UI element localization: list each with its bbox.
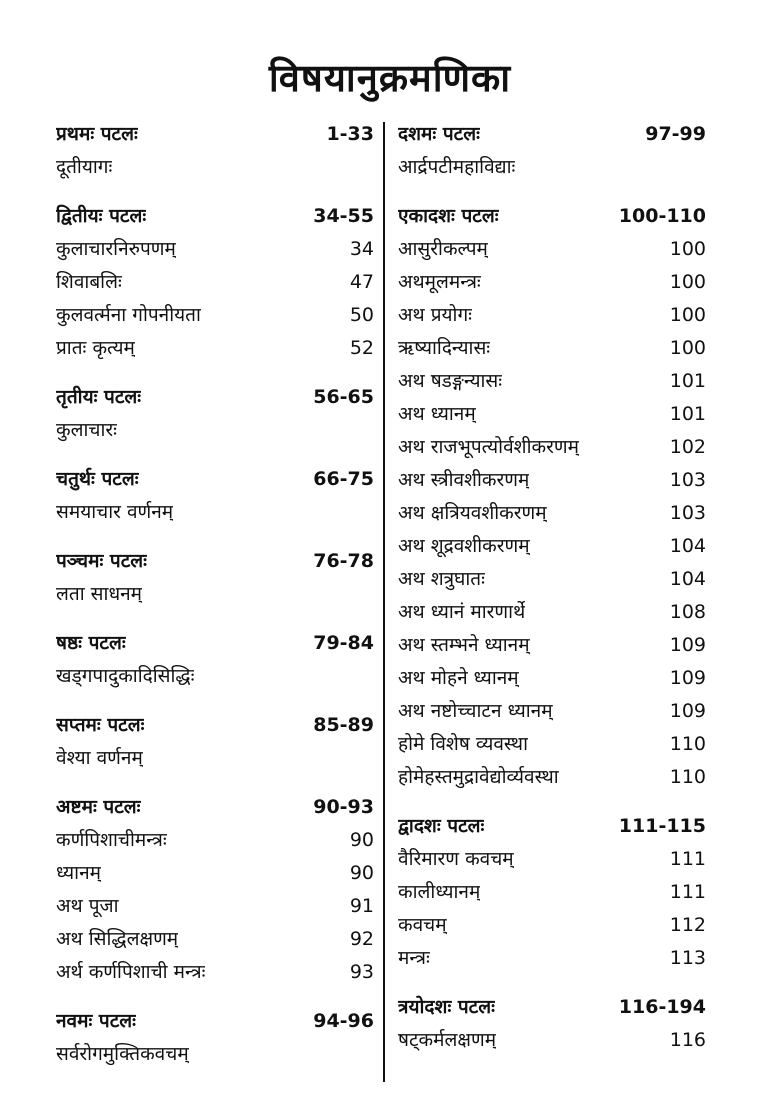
entry-page: 47 xyxy=(349,271,374,293)
section-heading-row xyxy=(56,545,374,578)
entry-label: अथ स्त्रीवशीकरणम् xyxy=(398,469,530,491)
toc-entry xyxy=(56,332,374,365)
entry-page: 109 xyxy=(669,634,706,656)
toc-entry xyxy=(56,742,374,775)
entry-page: 34 xyxy=(349,238,374,260)
entry-page: 104 xyxy=(669,568,706,590)
section-heading-row xyxy=(56,463,374,496)
section-heading-row xyxy=(56,1005,374,1038)
entry-page: 90 xyxy=(349,829,374,851)
entry-label: लता साधनम् xyxy=(56,583,143,605)
section-heading: तृतीयः पटलः xyxy=(56,386,142,408)
entry-label: अथ पूजा xyxy=(56,895,119,917)
section-heading-row xyxy=(56,627,374,660)
entry-label: कर्णपिशाचीमन्त्रः xyxy=(56,829,167,851)
toc-entry xyxy=(398,398,706,431)
section-heading: द्वितीयः पटलः xyxy=(56,205,147,227)
entry-page: 52 xyxy=(349,337,374,359)
toc-entry xyxy=(398,728,706,761)
section-page-range: 34-55 xyxy=(313,205,374,227)
toc-entry xyxy=(398,530,706,563)
entry-page: 111 xyxy=(669,881,706,903)
toc-entry xyxy=(56,857,374,890)
entry-label: होमे विशेष व्यवस्था xyxy=(398,733,528,755)
entry-label: समयाचार वर्णनम् xyxy=(56,501,174,523)
section-heading-row xyxy=(56,791,374,824)
toc-entry xyxy=(56,824,374,857)
toc-entry xyxy=(398,464,706,497)
entry-label: अथ क्षत्रियवशीकरणम् xyxy=(398,502,547,524)
entry-label: कुलवर्त्मना गोपनीयता xyxy=(56,304,201,326)
entry-label: कुलाचारनिरुपणम् xyxy=(56,238,176,260)
entry-page: 100 xyxy=(669,304,706,326)
entry-label: अथ राजभूपत्योर्वशीकरणम् xyxy=(398,436,579,458)
toc-section xyxy=(56,463,374,529)
entry-label: अथ स्तम्भने ध्यानम् xyxy=(398,634,530,656)
section-page-range: 100-110 xyxy=(618,205,706,227)
entry-page: 90 xyxy=(349,862,374,884)
entry-page: 101 xyxy=(669,403,706,425)
section-page-range: 56-65 xyxy=(313,386,374,408)
section-heading: पञ्चमः पटलः xyxy=(56,550,148,572)
section-page-range: 94-96 xyxy=(313,1010,374,1032)
toc-section xyxy=(56,1005,374,1071)
entry-label: वेश्या वर्णनम् xyxy=(56,747,143,769)
entry-label: अथ शत्रुघातः xyxy=(398,568,485,590)
section-heading: सप्तमः पटलः xyxy=(56,714,145,736)
entry-page: 108 xyxy=(669,601,706,623)
toc-entry xyxy=(398,233,706,266)
toc-entry xyxy=(398,596,706,629)
entry-label: षट्कर्मलक्षणम् xyxy=(398,1029,497,1051)
toc-section xyxy=(398,200,706,794)
entry-page: 103 xyxy=(669,469,706,491)
section-heading-row xyxy=(398,118,706,151)
toc-section xyxy=(56,381,374,447)
toc-entry xyxy=(398,876,706,909)
section-heading-row xyxy=(56,118,374,151)
entry-label: शिवाबलिः xyxy=(56,271,122,293)
entry-page: 113 xyxy=(669,947,706,969)
entry-label: अथ षडङ्गन्यासः xyxy=(398,370,503,392)
toc-section xyxy=(398,118,706,184)
toc-entry xyxy=(398,365,706,398)
entry-page: 109 xyxy=(669,700,706,722)
column-divider xyxy=(383,122,385,1082)
section-heading-row xyxy=(56,200,374,233)
entry-label: अथमूलमन्त्रः xyxy=(398,271,481,293)
toc-entry xyxy=(398,497,706,530)
toc-entry xyxy=(398,299,706,332)
toc-entry xyxy=(398,695,706,728)
entry-label: कुलाचारः xyxy=(56,419,117,441)
entry-label: कालीध्यानम् xyxy=(398,881,481,903)
entry-label: वैरिमारण कवचम् xyxy=(398,848,514,870)
section-page-range: 79-84 xyxy=(313,632,374,654)
section-page-range: 116-194 xyxy=(618,996,706,1018)
toc-entry xyxy=(56,956,374,989)
entry-page: 101 xyxy=(669,370,706,392)
entry-page: 110 xyxy=(669,733,706,755)
section-heading-row xyxy=(56,709,374,742)
entry-label: ऋष्यादिन्यासः xyxy=(398,337,491,359)
toc-entry xyxy=(56,266,374,299)
section-heading: प्रथमः पटलः xyxy=(56,123,138,145)
entry-page: 110 xyxy=(669,766,706,788)
toc-entry xyxy=(56,151,374,184)
section-page-range: 66-75 xyxy=(313,468,374,490)
entry-label: प्रातः कृत्यम् xyxy=(56,337,135,359)
entry-label: सर्वरोगमुक्तिकवचम् xyxy=(56,1043,189,1065)
section-heading: नवमः पटलः xyxy=(56,1010,137,1032)
toc-entry xyxy=(398,843,706,876)
entry-page: 100 xyxy=(669,337,706,359)
toc-entry xyxy=(398,761,706,794)
toc-section xyxy=(56,118,374,184)
toc-entry xyxy=(398,431,706,464)
entry-label: अथ ध्यानम् xyxy=(398,403,476,425)
entry-label: अर्थ कर्णपिशाची मन्त्रः xyxy=(56,961,206,983)
toc-entry xyxy=(56,414,374,447)
entry-label: अथ मोहने ध्यानम् xyxy=(398,667,519,689)
toc-entry xyxy=(398,563,706,596)
page-title: विषयानुक्रमणिका xyxy=(268,56,512,101)
entry-label: आसुरीकल्पम् xyxy=(398,238,488,260)
section-heading: चतुर्थः पटलः xyxy=(56,468,139,490)
entry-page: 111 xyxy=(669,848,706,870)
section-page-range: 85-89 xyxy=(313,714,374,736)
entry-page: 50 xyxy=(349,304,374,326)
right-column xyxy=(398,118,706,1073)
section-heading-row xyxy=(398,200,706,233)
toc-entry xyxy=(56,233,374,266)
toc-entry xyxy=(398,332,706,365)
section-page-range: 111-115 xyxy=(618,815,706,837)
entry-label: मन्त्रः xyxy=(398,947,430,969)
toc-entry xyxy=(56,660,374,693)
toc-entry xyxy=(398,942,706,975)
entry-page: 92 xyxy=(349,928,374,950)
section-heading: दशमः पटलः xyxy=(398,123,480,145)
toc-entry xyxy=(56,496,374,529)
toc-entry xyxy=(56,578,374,611)
toc-section xyxy=(56,200,374,365)
toc-entry xyxy=(56,890,374,923)
toc-entry xyxy=(398,909,706,942)
section-heading: अष्टमः पटलः xyxy=(56,796,141,818)
toc-entry xyxy=(56,299,374,332)
entry-label: आर्द्रपटीमहाविद्याः xyxy=(398,156,516,178)
toc-section xyxy=(56,627,374,693)
entry-label: अथ नष्टोच्चाटन ध्यानम् xyxy=(398,700,553,722)
entry-page: 103 xyxy=(669,502,706,524)
toc-entry xyxy=(56,923,374,956)
entry-label: होमेहस्तमुद्रावेद्योर्व्यवस्था xyxy=(398,766,559,788)
toc-section xyxy=(56,791,374,989)
entry-page: 104 xyxy=(669,535,706,557)
toc-entry xyxy=(398,151,706,184)
entry-label: ध्यानम् xyxy=(56,862,101,884)
entry-label: दूतीयागः xyxy=(56,156,113,178)
entry-label: कवचम् xyxy=(398,914,447,936)
section-heading-row xyxy=(56,381,374,414)
toc-section xyxy=(398,810,706,975)
left-column xyxy=(56,118,374,1087)
toc-entry xyxy=(398,266,706,299)
entry-label: अथ सिद्धिलक्षणम् xyxy=(56,928,179,950)
entry-page: 100 xyxy=(669,271,706,293)
entry-page: 112 xyxy=(669,914,706,936)
toc-entry xyxy=(398,1024,706,1057)
section-heading-row xyxy=(398,991,706,1024)
entry-label: खड्गपादुकादिसिद्धिः xyxy=(56,665,195,687)
section-page-range: 1-33 xyxy=(326,123,374,145)
entry-page: 116 xyxy=(669,1029,706,1051)
section-page-range: 76-78 xyxy=(313,550,374,572)
entry-page: 109 xyxy=(669,667,706,689)
toc-entry xyxy=(398,662,706,695)
entry-page: 93 xyxy=(349,961,374,983)
entry-page: 100 xyxy=(669,238,706,260)
entry-label: अथ प्रयोगः xyxy=(398,304,472,326)
toc-section xyxy=(398,991,706,1057)
section-heading: द्वादशः पटलः xyxy=(398,815,485,837)
entry-label: अथ ध्यानं मारणार्थे xyxy=(398,601,526,623)
toc-section xyxy=(56,545,374,611)
section-heading: एकादशः पटलः xyxy=(398,205,499,227)
section-page-range: 90-93 xyxy=(313,796,374,818)
toc-entry xyxy=(398,629,706,662)
toc-section xyxy=(56,709,374,775)
section-heading-row xyxy=(398,810,706,843)
entry-page: 102 xyxy=(669,436,706,458)
section-page-range: 97-99 xyxy=(645,123,706,145)
entry-page: 91 xyxy=(349,895,374,917)
section-heading: त्रयोदशः पटलः xyxy=(398,996,495,1018)
entry-label: अथ शूद्रवशीकरणम् xyxy=(398,535,530,557)
toc-entry xyxy=(56,1038,374,1071)
section-heading: षष्ठः पटलः xyxy=(56,632,126,654)
